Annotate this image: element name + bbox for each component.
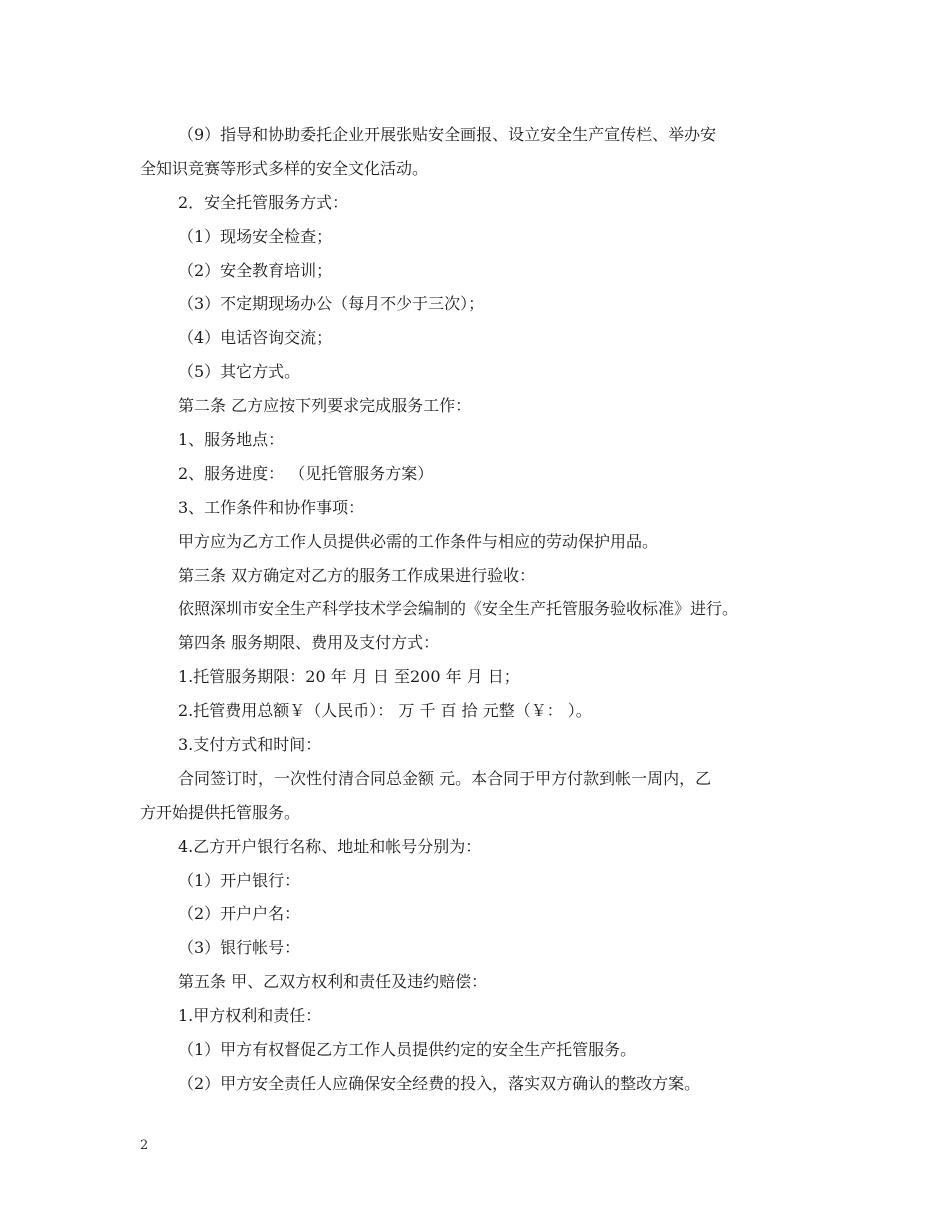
- text-line: 方开始提供托管服务。: [140, 802, 301, 822]
- text-line: （1）开户银行：: [178, 870, 301, 890]
- text-line: （1）甲方有权督促乙方工作人员提供约定的安全生产托管服务。: [178, 1040, 637, 1060]
- text-line: 1.托管服务期限：20 年 月 日 至200 年 月 日；: [178, 667, 520, 687]
- text-line: 1.甲方权利和责任：: [178, 1006, 322, 1026]
- text-line: 第五条 甲、乙双方权利和责任及违约赔偿：: [178, 972, 488, 992]
- text-line: 全知识竞赛等形式多样的安全文化活动。: [140, 158, 429, 178]
- text-line: （3）不定期现场办公（每月不少于三次）；: [178, 294, 485, 314]
- text-line: （1）现场安全检查；: [178, 226, 333, 246]
- text-line: 4.乙方开户银行名称、地址和帐号分别为：: [178, 836, 482, 856]
- text-line: （2）安全教育培训；: [178, 260, 333, 280]
- text-line: 第四条 服务期限、费用及支付方式：: [178, 633, 440, 653]
- text-line: （3）银行帐号：: [178, 938, 301, 958]
- text-line: 1、服务地点：: [178, 430, 285, 450]
- text-line: 甲方应为乙方工作人员提供必需的工作条件与相应的劳动保护用品。: [178, 531, 659, 551]
- text-line: 依照深圳市安全生产科学技术学会编制的《安全生产托管服务验收标准》进行。: [178, 599, 739, 619]
- text-line: 2.托管费用总额￥（人民币）： 万 千 百 拾 元整（￥： ）。: [178, 701, 592, 721]
- text-line: （2）开户户名：: [178, 904, 301, 924]
- text-line: 第三条 双方确定对乙方的服务工作成果进行验收：: [178, 565, 536, 585]
- text-line: （2）甲方安全责任人应确保安全经费的投入，落实双方确认的整改方案。: [178, 1073, 701, 1093]
- page-number: 2: [140, 1138, 149, 1153]
- text-line: 第二条 乙方应按下列要求完成服务工作：: [178, 396, 472, 416]
- text-line: （9）指导和协助委托企业开展张贴安全画报、设立安全生产宣传栏、举办安: [178, 125, 717, 144]
- text-line: 2．安全托管服务方式：: [178, 192, 349, 212]
- text-line: 3.支付方式和时间：: [178, 735, 322, 755]
- text-line: （5）其它方式。: [178, 362, 301, 382]
- text-line: （4）电话咨询交流；: [178, 328, 333, 348]
- text-line: 2、服务进度： （见托管服务方案）: [178, 463, 434, 483]
- text-line: 合同签订时，一次性付清合同总金额 元。本合同于甲方付款到帐一周内，乙: [178, 768, 712, 788]
- document-body: [140, 118, 820, 1101]
- text-line: 3、工作条件和协作事项：: [178, 497, 365, 517]
